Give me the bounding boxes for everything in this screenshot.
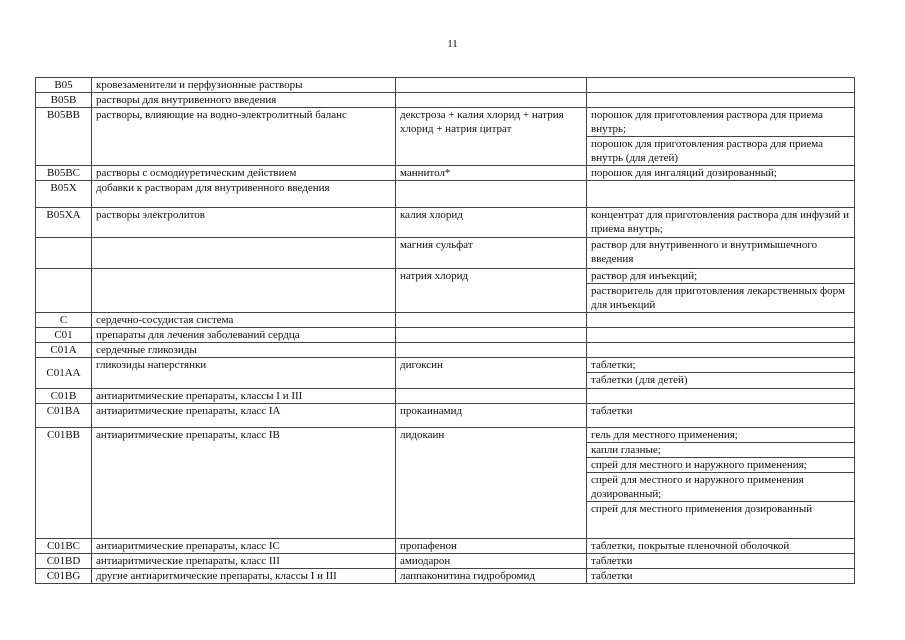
dosage-form-item: порошок для приготовления раствора для приема внутрь; (591, 109, 824, 135)
drug-name-cell: лаппаконитина гидробромид (396, 569, 587, 584)
table-row (36, 208, 855, 238)
atc-code-cell: C01B (36, 389, 92, 404)
table-row (36, 269, 855, 313)
drug-name-cell (396, 181, 587, 208)
page-number: 11 (447, 38, 458, 50)
dosage-forms-cell (587, 78, 855, 93)
drug-name-cell: магния сульфат (396, 238, 587, 269)
table-row (36, 404, 855, 428)
dosage-form-item: капли глазные; (587, 443, 854, 458)
anatomical-group-cell: антиаритмические препараты, класс III (92, 554, 396, 569)
table-row (36, 108, 855, 166)
atc-code-cell: C01BG (36, 569, 92, 584)
atc-code-cell: B05BB (36, 108, 92, 166)
anatomical-group-cell (92, 269, 396, 313)
dosage-forms-cell (587, 208, 855, 238)
atc-code-cell: C01A (36, 343, 92, 358)
anatomical-group-cell: антиаритмические препараты, классы I и III (92, 389, 396, 404)
table-row (36, 181, 855, 208)
drug-name-cell: прокаинамид (396, 404, 587, 428)
drug-name-cell: натрия хлорид (396, 269, 587, 313)
dosage-forms-cell (587, 181, 855, 208)
table-row (36, 78, 855, 93)
dosage-form-item: гель для местного применения; (591, 429, 738, 441)
dosage-forms-cell (587, 166, 855, 181)
table-row (36, 389, 855, 404)
atc-code-cell: B05B (36, 93, 92, 108)
dosage-form-item: порошок для приготовления раствора для приема внутрь (для детей) (587, 137, 854, 166)
drug-name-cell: декстроза + калия хлорид + натрия хлорид + натрия цитрат (396, 108, 587, 166)
table-row (36, 428, 855, 539)
anatomical-group-cell: растворы, влияющие на водно-электролитный баланс (92, 108, 396, 166)
drug-name-cell: дигоксин (396, 358, 587, 389)
table-body (36, 78, 855, 584)
anatomical-group-cell: растворы с осмодиуретическим действием (92, 166, 396, 181)
dosage-forms-cell (587, 569, 855, 584)
table-row (36, 569, 855, 584)
atc-code-cell: B05BC (36, 166, 92, 181)
table-row (36, 328, 855, 343)
drug-name-cell: пропафенон (396, 539, 587, 554)
drug-name-cell (396, 313, 587, 328)
atc-code-cell: B05X (36, 181, 92, 208)
atc-code-cell: C01BD (36, 554, 92, 569)
drug-name-cell (396, 93, 587, 108)
atc-code-cell (36, 238, 92, 269)
dosage-form-item: порошок для ингаляций дозированный; (591, 167, 777, 179)
table-row (36, 93, 855, 108)
table-row (36, 343, 855, 358)
dosage-form-item: растворитель для приготовления лекарственных форм для инъекций (587, 284, 854, 313)
dosage-form-item: таблетки, покрытые пленочной оболочкой (591, 540, 790, 552)
dosage-forms-cell (587, 428, 855, 539)
dosage-forms-cell (587, 539, 855, 554)
dosage-form-item: таблетки (591, 570, 633, 582)
atc-code-cell: C01BB (36, 428, 92, 539)
table-row (36, 539, 855, 554)
anatomical-group-cell: растворы электролитов (92, 208, 396, 238)
dosage-forms-cell (587, 389, 855, 404)
dosage-form-item: таблетки (для детей) (587, 373, 854, 388)
atc-code-cell: C01BC (36, 539, 92, 554)
dosage-form-item: концентрат для приготовления раствора для инфузий и приема внутрь; (591, 209, 849, 235)
table-row (36, 238, 855, 269)
dosage-forms-cell (587, 328, 855, 343)
dosage-forms-cell (587, 93, 855, 108)
dosage-forms-cell (587, 343, 855, 358)
dosage-forms-cell (587, 358, 855, 389)
drug-name-cell (396, 389, 587, 404)
anatomical-group-cell: добавки к растворам для внутривенного введения (92, 181, 396, 208)
anatomical-group-cell: сердечно-сосудистая система (92, 313, 396, 328)
table-row (36, 358, 855, 389)
anatomical-group-cell (92, 238, 396, 269)
anatomical-group-cell: растворы для внутривенного введения (92, 93, 396, 108)
dosage-form-item: раствор для инъекций; (591, 270, 698, 282)
atc-code-cell: B05 (36, 78, 92, 93)
dosage-forms-cell (587, 404, 855, 428)
drug-name-cell: калия хлорид (396, 208, 587, 238)
dosage-forms-cell (587, 313, 855, 328)
drug-name-cell (396, 78, 587, 93)
atc-code-cell: C01AA (36, 358, 92, 389)
atc-code-cell: C (36, 313, 92, 328)
dosage-forms-cell (587, 554, 855, 569)
table-row (36, 166, 855, 181)
anatomical-group-cell: антиаритмические препараты, класс IC (92, 539, 396, 554)
dosage-form-item: спрей для местного и наружного применения; (587, 458, 854, 473)
dosage-form-item: таблетки (591, 405, 633, 417)
atc-code-cell: C01 (36, 328, 92, 343)
dosage-forms-cell (587, 108, 855, 166)
dosage-forms-cell (587, 269, 855, 313)
atc-code-cell: B05XA (36, 208, 92, 238)
anatomical-group-cell: гликозиды наперстянки (92, 358, 396, 389)
atc-code-cell: C01BA (36, 404, 92, 428)
anatomical-group-cell: антиаритмические препараты, класс IB (92, 428, 396, 539)
dosage-form-item: спрей для местного и наружного применения дозированный; (587, 473, 854, 502)
drug-list-table (35, 77, 855, 584)
anatomical-group-cell: сердечные гликозиды (92, 343, 396, 358)
dosage-form-item: спрей для местного применения дозированный (587, 502, 854, 517)
dosage-form-item: раствор для внутривенного и внутримышечного введения (591, 239, 818, 265)
anatomical-group-cell: кровезаменители и перфузионные растворы (92, 78, 396, 93)
table-row (36, 554, 855, 569)
drug-name-cell: амиодарон (396, 554, 587, 569)
drug-name-cell: лидокаин (396, 428, 587, 539)
anatomical-group-cell: антиаритмические препараты, класс IA (92, 404, 396, 428)
dosage-forms-cell (587, 238, 855, 269)
table-row (36, 313, 855, 328)
dosage-form-item: таблетки (591, 555, 633, 567)
drug-name-cell (396, 343, 587, 358)
anatomical-group-cell: препараты для лечения заболеваний сердца (92, 328, 396, 343)
anatomical-group-cell: другие антиаритмические препараты, классы I и III (92, 569, 396, 584)
drug-name-cell (396, 328, 587, 343)
dosage-form-item: таблетки; (591, 359, 636, 371)
drug-name-cell: маннитол* (396, 166, 587, 181)
atc-code-cell (36, 269, 92, 313)
